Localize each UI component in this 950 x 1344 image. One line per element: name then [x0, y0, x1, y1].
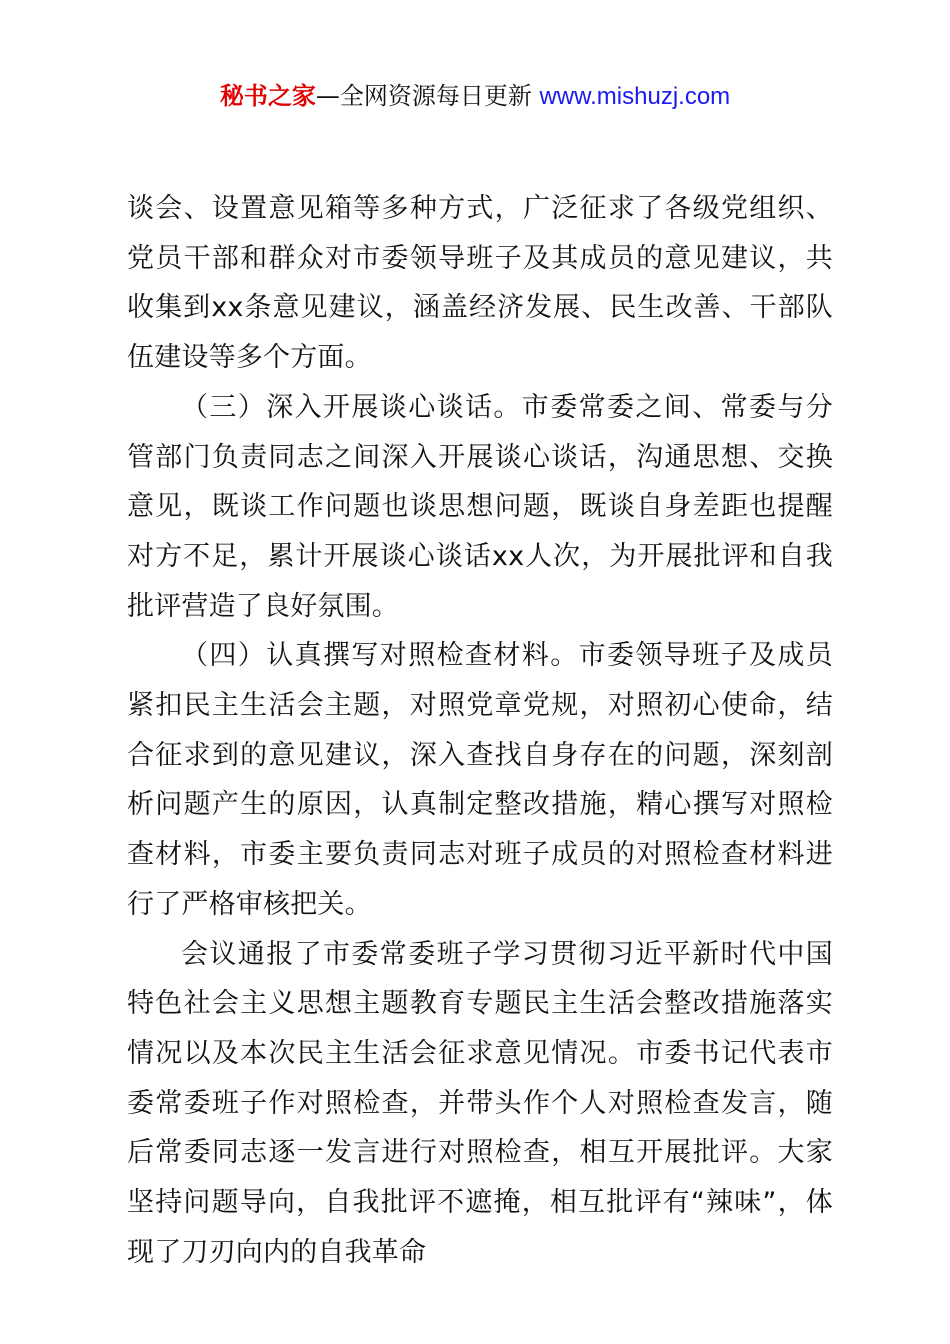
paragraph-continuation: 谈会、设置意见箱等多种方式，广泛征求了各级党组织、党员干部和群众对市委领导班子及其成员的意见建议，共收集到xx条意见建议，涵盖经济发展、民生改善、干部队伍建设等多个方面。 [127, 193, 833, 374]
brand-name: 秘书之家 [219, 82, 316, 110]
site-url-link[interactable]: www.mishuzj.com [539, 83, 731, 110]
page-header [0, 78, 950, 115]
paragraph-section-four: （四）认真撰写对照检查材料。市委领导班子及成员紧扣民主生活会主题，对照党章党规，对照初心使命，结合征求到的意见建议，深入查找自身存在的问题，深刻剖析问题产生的原因，认真制定整改措施，精心撰写对照检查材料，市委主要负责同志对班子成员的对照检查材料进行了严格审核把关。 [127, 640, 833, 920]
paragraph-meeting-report: 会议通报了市委常委班子学习贯彻习近平新时代中国特色社会主义思想主题教育专题民主生活会整改措施落实情况以及本次民主生活会征求意见情况。市委书记代表市委常委班子作对照检查，并带头作个人对照检查发言，随后常委同志逐一发言进行对照检查，相互开展批评。大家坚持问题导向，自我批评不遮掩，相互批评有“辣味”，体现了刀刃向内的自我革命 [127, 938, 833, 1268]
paragraph-section-three: （三）深入开展谈心谈话。市委常委之间、常委与分管部门负责同志之间深入开展谈心谈话，沟通思想、交换意见，既谈工作问题也谈思想问题，既谈自身差距也提醒对方不足，累计开展谈心谈话xx人次，为开展批评和自我批评营造了良好氛围。 [127, 391, 833, 622]
document-body [127, 184, 833, 1277]
header-tagline: —全网资源每日更新 [315, 82, 532, 110]
